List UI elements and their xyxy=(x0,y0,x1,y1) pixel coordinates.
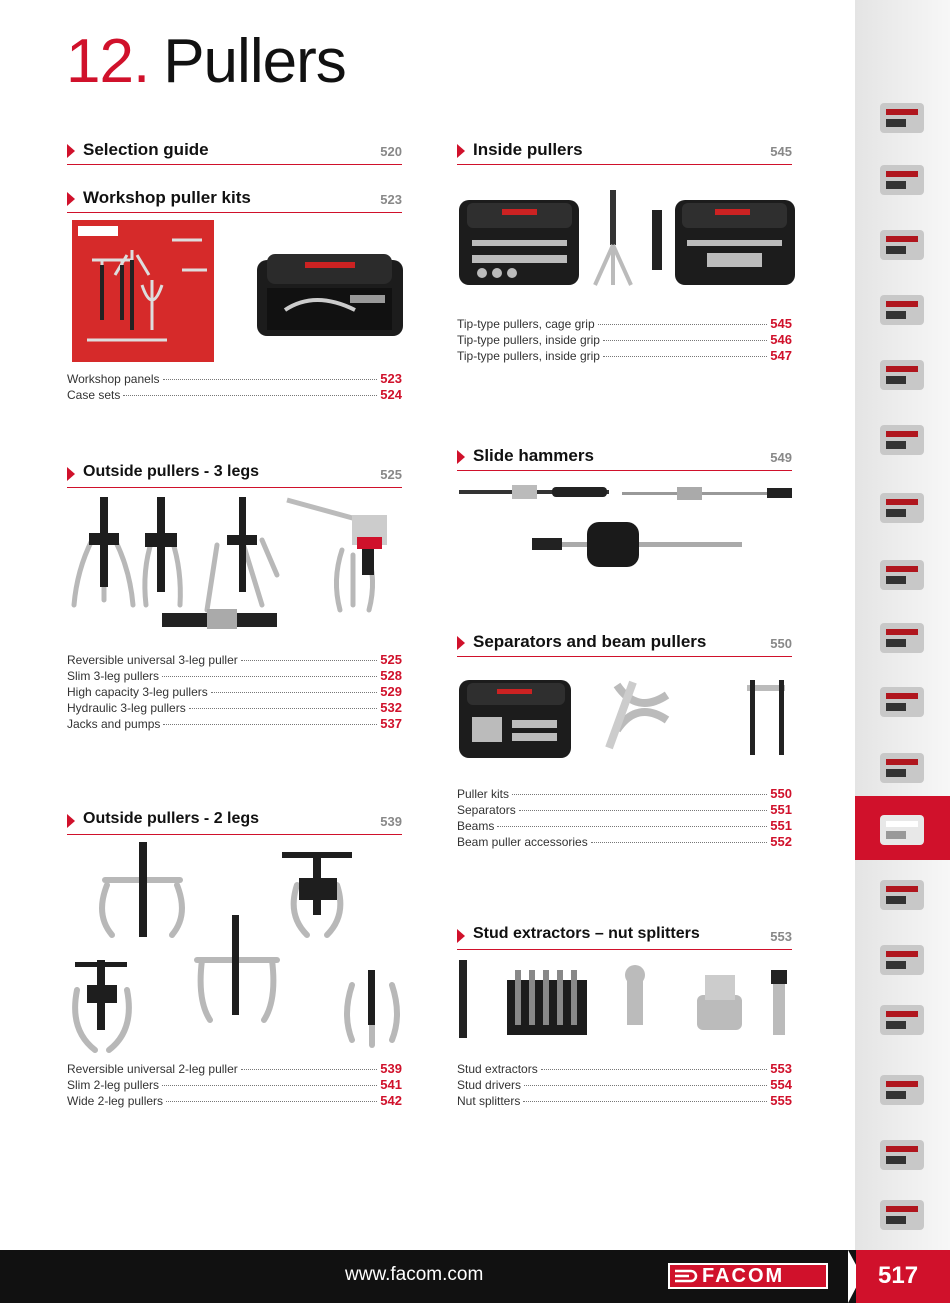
dot-leader xyxy=(603,356,767,357)
section-title: Selection guide xyxy=(83,140,209,159)
entry-label: Wide 2-leg pullers xyxy=(67,1094,164,1108)
dot-leader xyxy=(163,379,378,380)
entry-label: Beams xyxy=(457,819,495,833)
list-item[interactable] xyxy=(67,668,402,684)
steering-wheel-icon[interactable] xyxy=(863,1185,941,1245)
entry-page: 523 xyxy=(380,371,402,386)
case-set-image xyxy=(255,250,405,340)
list-item[interactable] xyxy=(457,348,792,364)
outside-3-legs-list xyxy=(67,652,402,732)
screwdriver-icon[interactable] xyxy=(863,478,941,538)
list-item[interactable] xyxy=(457,834,792,850)
entry-label: Nut splitters xyxy=(457,1094,521,1108)
brand-name: FACOM xyxy=(702,1264,785,1287)
entry-page: 552 xyxy=(770,834,792,849)
list-item[interactable] xyxy=(67,1061,402,1077)
puller-icon[interactable] xyxy=(863,800,941,860)
dot-leader xyxy=(211,692,378,693)
section-title: Workshop puller kits xyxy=(83,188,251,207)
entry-label: Tip-type pullers, cage grip xyxy=(457,317,595,331)
section-page: 545 xyxy=(770,144,792,159)
workshop-kits-list xyxy=(67,371,402,403)
arrow-icon xyxy=(457,929,465,943)
entry-label: Slim 2-leg pullers xyxy=(67,1078,160,1092)
two-leg-pullers-image xyxy=(67,840,402,1060)
section-page: 550 xyxy=(770,636,792,651)
list-item[interactable] xyxy=(67,387,402,403)
section-page: 523 xyxy=(380,192,402,207)
section-selection-guide[interactable] xyxy=(67,140,402,165)
dot-leader xyxy=(523,1101,767,1102)
section-stud-extractors[interactable] xyxy=(457,925,792,950)
tape-measure-icon[interactable] xyxy=(863,608,941,668)
separators-list xyxy=(457,786,792,850)
dot-leader xyxy=(519,810,768,811)
impact-wrench-icon[interactable] xyxy=(863,930,941,990)
dot-leader xyxy=(241,1069,378,1070)
entry-page: 532 xyxy=(380,700,402,715)
dot-leader xyxy=(497,826,767,827)
entry-label: Reversible universal 3-leg puller xyxy=(67,653,238,667)
socket-icon[interactable] xyxy=(863,345,941,405)
section-page: 549 xyxy=(770,450,792,465)
section-page: 539 xyxy=(380,814,402,829)
dot-leader xyxy=(241,660,378,661)
inside-pullers-list xyxy=(457,316,792,364)
section-inside-pullers[interactable] xyxy=(457,140,792,165)
entry-page: 537 xyxy=(380,716,402,731)
entry-page: 551 xyxy=(770,818,792,833)
section-page: 525 xyxy=(380,467,402,482)
pry-bar-icon[interactable] xyxy=(863,1125,941,1185)
entry-label: Jacks and pumps xyxy=(67,717,161,731)
entry-page: 529 xyxy=(380,684,402,699)
dot-leader xyxy=(524,1085,767,1086)
section-header xyxy=(67,810,402,835)
stud-extractors-list xyxy=(457,1061,792,1109)
entry-label: Beam puller accessories xyxy=(457,835,588,849)
arrow-icon xyxy=(67,144,75,158)
section-slide-hammers[interactable] xyxy=(457,446,792,471)
three-leg-pullers-image xyxy=(67,495,402,640)
list-item[interactable] xyxy=(67,1093,402,1109)
website-link[interactable]: www.facom.com xyxy=(345,1264,484,1285)
hammer-icon[interactable] xyxy=(863,672,941,732)
section-header xyxy=(67,188,402,213)
section-header xyxy=(67,140,402,165)
list-item[interactable] xyxy=(457,1093,792,1109)
list-item[interactable] xyxy=(67,684,402,700)
facom-logo xyxy=(668,1263,828,1289)
list-item[interactable] xyxy=(457,802,792,818)
section-title: Inside pullers xyxy=(473,140,583,159)
entry-label: Workshop panels xyxy=(67,372,160,386)
hacksaw-icon[interactable] xyxy=(863,738,941,798)
section-separators[interactable] xyxy=(457,632,792,657)
entry-label: Reversible universal 2-leg puller xyxy=(67,1062,238,1076)
chapter-number: 12. xyxy=(66,27,150,96)
toolbox-icon[interactable] xyxy=(863,215,941,275)
section-page: 520 xyxy=(380,144,402,159)
section-header xyxy=(67,463,402,488)
entry-page: 524 xyxy=(380,387,402,402)
dot-leader xyxy=(541,1069,768,1070)
page-number-tab xyxy=(856,1250,950,1303)
section-header xyxy=(457,446,792,471)
dot-leader xyxy=(189,708,378,709)
tool-cart-icon[interactable] xyxy=(863,88,941,148)
entry-page: 541 xyxy=(380,1077,402,1092)
list-item[interactable] xyxy=(457,818,792,834)
entry-label: High capacity 3-leg pullers xyxy=(67,685,208,699)
wrench-icon[interactable] xyxy=(863,280,941,340)
list-item[interactable] xyxy=(67,371,402,387)
entry-label: Separators xyxy=(457,803,516,817)
list-item[interactable] xyxy=(457,1061,792,1077)
entry-label: Puller kits xyxy=(457,787,510,801)
section-title: Separators and beam pullers xyxy=(473,632,707,651)
dot-leader xyxy=(591,842,768,843)
list-item[interactable] xyxy=(457,1077,792,1093)
entry-page: 550 xyxy=(770,786,792,801)
list-item[interactable] xyxy=(67,1077,402,1093)
arrow-icon xyxy=(457,144,465,158)
section-header xyxy=(457,632,792,657)
stud-extractors-image xyxy=(457,955,797,1040)
section-title: Stud extractors – nut splitters xyxy=(473,925,700,942)
entry-page: 555 xyxy=(770,1093,792,1108)
dot-leader xyxy=(162,1085,377,1086)
arrow-icon xyxy=(67,467,75,481)
vise-icon[interactable] xyxy=(863,990,941,1050)
entry-label: Hydraulic 3-leg pullers xyxy=(67,701,186,715)
inside-pullers-image xyxy=(457,185,797,290)
footer xyxy=(0,1250,950,1303)
arrow-icon xyxy=(67,192,75,206)
dot-leader xyxy=(162,676,377,677)
section-header xyxy=(457,140,792,165)
dot-leader xyxy=(603,340,767,341)
list-item[interactable] xyxy=(67,716,402,732)
roller-cabinet-icon[interactable] xyxy=(863,150,941,210)
entry-page: 539 xyxy=(380,1061,402,1076)
ratchet-icon[interactable] xyxy=(863,410,941,470)
dot-leader xyxy=(166,1101,377,1102)
entry-page: 554 xyxy=(770,1077,792,1092)
chapter-name: Pullers xyxy=(163,27,346,96)
section-title: Outside pullers - 2 legs xyxy=(83,810,260,827)
section-page: 553 xyxy=(770,929,792,944)
list-item[interactable] xyxy=(67,700,402,716)
list-item[interactable] xyxy=(457,316,792,332)
list-item[interactable] xyxy=(457,786,792,802)
circuit-breaker-icon[interactable] xyxy=(863,1060,941,1120)
arrow-icon xyxy=(457,450,465,464)
entry-label: Tip-type pullers, inside grip xyxy=(457,333,600,347)
section-header xyxy=(457,925,792,950)
dot-leader xyxy=(163,724,377,725)
section-outside-3-legs[interactable] xyxy=(67,463,402,488)
entry-page: 546 xyxy=(770,332,792,347)
dot-leader xyxy=(598,324,768,325)
entry-label: Slim 3-leg pullers xyxy=(67,669,160,683)
entry-page: 553 xyxy=(770,1061,792,1076)
section-title: Slide hammers xyxy=(473,446,594,465)
separators-image xyxy=(457,675,797,760)
dot-leader xyxy=(512,794,767,795)
entry-page: 525 xyxy=(380,652,402,667)
section-outside-2-legs[interactable] xyxy=(67,810,402,835)
page-number: 517 xyxy=(878,1262,919,1289)
list-item[interactable] xyxy=(457,332,792,348)
entry-label: Stud drivers xyxy=(457,1078,522,1092)
list-item[interactable] xyxy=(67,652,402,668)
dot-leader xyxy=(123,395,377,396)
pliers-icon[interactable] xyxy=(863,545,941,605)
chapter-title xyxy=(66,26,346,98)
workshop-panel-image xyxy=(72,220,214,362)
file-icon[interactable] xyxy=(863,865,941,925)
entry-page: 551 xyxy=(770,802,792,817)
entry-page: 545 xyxy=(770,316,792,331)
section-workshop-kits[interactable] xyxy=(67,188,402,213)
entry-label: Stud extractors xyxy=(457,1062,538,1076)
entry-page: 547 xyxy=(770,348,792,363)
entry-label: Tip-type pullers, inside grip xyxy=(457,349,600,363)
arrow-icon xyxy=(457,636,465,650)
entry-label: Case sets xyxy=(67,388,121,402)
section-title: Outside pullers - 3 legs xyxy=(83,463,260,480)
facom-logo-icon xyxy=(670,1265,702,1287)
entry-page: 542 xyxy=(380,1093,402,1108)
arrow-icon xyxy=(67,814,75,828)
entry-page: 528 xyxy=(380,668,402,683)
slide-hammers-image xyxy=(457,480,797,575)
outside-2-legs-list xyxy=(67,1061,402,1109)
